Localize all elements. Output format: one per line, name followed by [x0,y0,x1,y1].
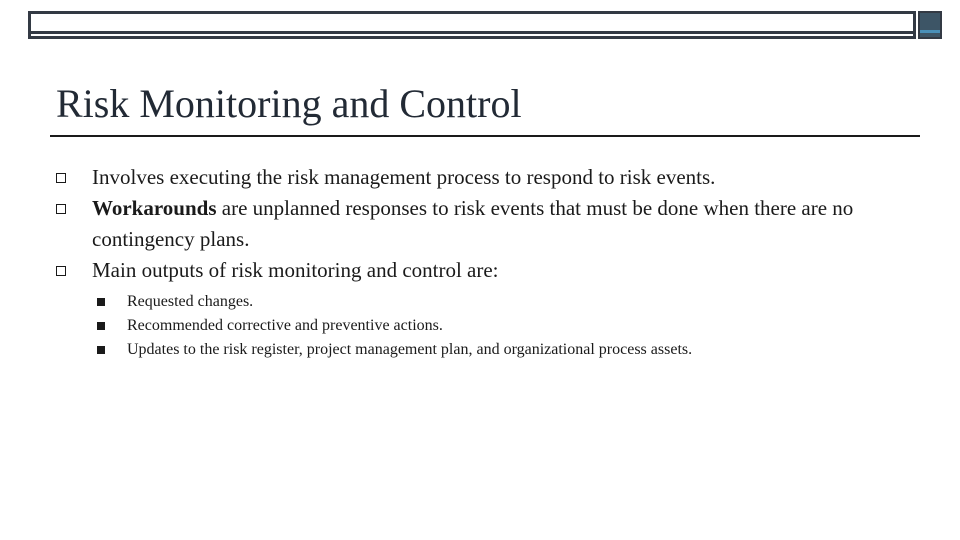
bullet-text: Main outputs of risk monitoring and control are: [92,258,499,282]
sub-bullet-item [92,290,827,314]
filled-square-icon [97,346,105,354]
filled-square-icon [97,298,105,306]
corner-accent-line [920,30,940,33]
bullet-item [56,162,916,193]
bullet-item [56,193,916,255]
hollow-square-icon [56,173,66,183]
corner-accent-block [918,11,942,39]
sub-bullet-item [92,338,827,362]
bullet-list [56,162,916,362]
top-bar-line [31,31,913,34]
sub-bullet-text: Requested changes. [127,293,254,310]
slide-title: Risk Monitoring and Control [56,81,522,126]
sub-bullet-list [92,290,916,362]
hollow-square-icon [56,266,66,276]
bullet-bold-term: Workarounds [92,196,217,220]
title-divider [50,135,920,137]
bullet-item [56,255,916,362]
sub-bullet-text: Updates to the risk register, project management plan, and organizational process assets. [127,341,693,358]
sub-bullet-item [92,314,827,338]
hollow-square-icon [56,204,66,214]
filled-square-icon [97,322,105,330]
sub-bullet-text: Recommended corrective and preventive actions. [127,317,443,334]
bullet-text: Involves executing the risk management process to respond to risk events. [92,165,716,189]
bullet-text: are unplanned responses to risk events that must be done when there are no contingency plans. [92,196,854,251]
top-decorative-bar [28,11,916,39]
